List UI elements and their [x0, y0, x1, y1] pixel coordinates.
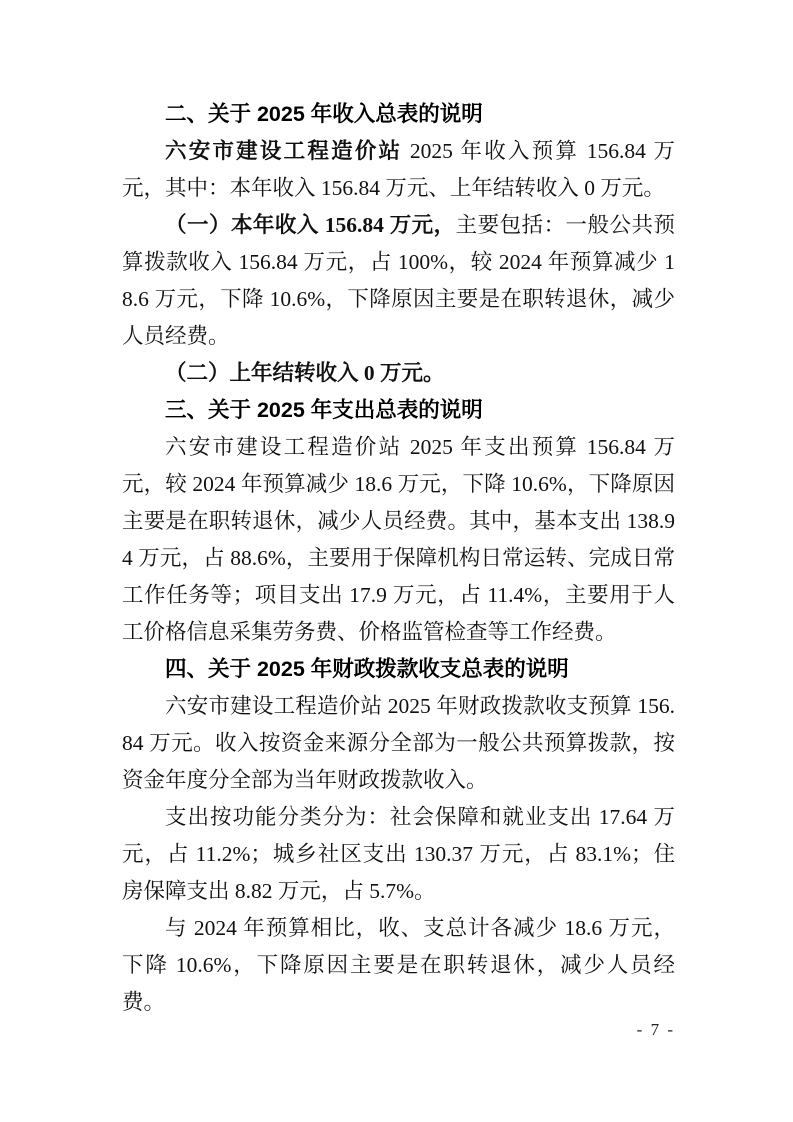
text-run: 支出按功能分类分为：社会保障和就业支出 17.64 万元，占 11.2%；城乡社区支出 130.37 万元，占 83.1%；住房保障支出 8.82 万元，占 5.7%。 [122, 805, 675, 903]
paragraph-expenditure-total [122, 429, 675, 651]
document-body [122, 96, 675, 1021]
text-run: 六安市建设工程造价站 2025 年财政拨款收支预算 156.84 万元。收入按资金来源分全部为一般公共预算拨款，按资金年度分全部为当年财政拨款收入。 [122, 694, 675, 792]
text-run-bold: （一）本年收入 156.84 万元， [165, 213, 456, 237]
section-heading-expenditure: 三、关于 2025 年支出总表的说明 [165, 398, 483, 422]
paragraph-carryover-income [122, 355, 675, 392]
text-run: 六安市建设工程造价站 2025 年支出预算 156.84 万元，较 2024 年预算减少 18.6 万元，下降 10.6%，下降原因主要是在职转退休，减少人员经费。其中，基本支出 138.94 万元，占 88.6%，主要用于保障机构日常运转、完成日常工作任务等；项目支出 17.9 万元，占 11.4%，主要用于人工价格信息采集劳务费、价格监管检查等工作经费。 [122, 435, 675, 644]
paragraph-functional-classification [122, 799, 675, 910]
paragraph-income-total [122, 133, 675, 207]
text-run: 主要包括：一般公共预算拨款收入 156.84 万元，占 100%，较 2024 年预算减少 18.6 万元，下降 10.6%，下降原因主要是在职转退休，减少人员经费。 [122, 213, 675, 348]
section-heading-fiscal-appropriation: 四、关于 2025 年财政拨款收支总表的说明 [165, 657, 569, 681]
text-run: 与 2024 年预算相比，收、支总计各减少 18.6 万元，下降 10.6%，下降原因主要是在职转退休，减少人员经费。 [122, 916, 675, 1014]
text-run-bold: （二）上年结转收入 0 万元。 [165, 361, 445, 385]
paragraph-current-year-income [122, 207, 675, 355]
text-run-bold: 六安市建设工程造价站 [165, 139, 403, 163]
paragraph-fiscal-total [122, 688, 675, 799]
text-run: 2025 年收入预算 156.84 万元，其中：本年收入 156.84 万元、上年结转收入 0 万元。 [122, 139, 675, 200]
paragraph-comparison-2024 [122, 910, 675, 1021]
section-heading-income: 二、关于 2025 年收入总表的说明 [165, 102, 483, 126]
page-number: - 7 - [636, 1020, 675, 1039]
